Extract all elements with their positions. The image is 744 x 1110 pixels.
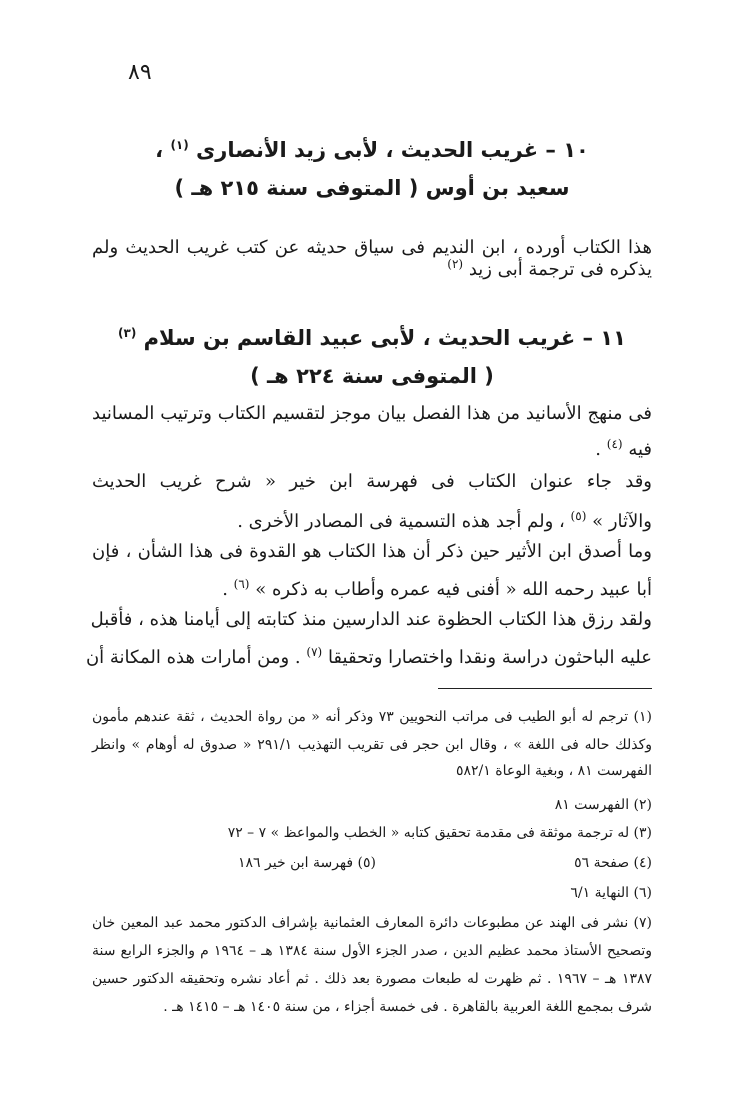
section-11-heading	[60, 314, 684, 395]
footnote-4: (٤) صفحة ٥٦	[574, 855, 652, 871]
section-11-paragraph-1-line-1: فى منهج الأسانيد من هذا الفصل بيان موجز لتقسيم الكتاب وترتيب المسانيد	[92, 403, 652, 424]
section-11-title: ١١ – غريب الحديث ، لأبى عبيد القاسم بن سلام $^{(٣)}$	[118, 326, 626, 350]
section-10-heading	[60, 126, 684, 207]
section-10-paragraph-line-2: يذكره فى ترجمة أبى زيد $^{(٢)}$	[447, 257, 652, 280]
footnote-7-line-3: ١٣٨٧ هـ – ١٩٦٧ . ثم ظهرت له طبعات مصورة بعد ذلك . ثم أعاد نشره وتحقيقه الدكتور حسين	[92, 971, 653, 987]
section-11-paragraph-2-line-1: وقد جاء عنوان الكتاب فى فهرسة ابن خير « شرح غريب الحديث	[92, 471, 652, 492]
footnote-ref-6: (٦)	[233, 577, 250, 591]
footnote-6: (٦) النهاية ٦/١	[570, 885, 652, 901]
footnote-1-line-3: الفهرست ٨١ ، وبغية الوعاة ٥٨٢/١	[456, 763, 652, 779]
page-number: ٨٩	[128, 60, 152, 85]
footnote-1-line-1: (١) ترجم له أبو الطيب فى مراتب النحويين ٧٣ وذكر أنه « من رواة الحديث ، ثقة عندهم مأمون	[92, 709, 652, 725]
footnote-7-line-4: شرف بمجمع اللغة العربية بالقاهرة . فى خمسة أجزاء ، من سنة ١٤٠٥ هـ – ١٤١٥ هـ .	[163, 999, 652, 1015]
section-11-paragraph-4-line-1: ولقد رزق هذا الكتاب الحظوة عند الدارسين منذ كتابته إلى أيامنا هذه ، فأقبل	[90, 609, 652, 630]
section-11-paragraph-3-line-2: أبا عبيد رحمه الله « أفنى فيه عمره وأطاب به ذكره » $^{(٦)}$ .	[222, 577, 652, 600]
footnote-separator	[438, 688, 652, 689]
footnote-ref-7: (٧)	[306, 645, 323, 659]
footnote-ref-4: (٤)	[606, 437, 623, 451]
section-11-subtitle: ( المتوفى سنة ٢٢٤ هـ )	[250, 364, 494, 388]
footnote-5: (٥) فهرسة ابن خير ١٨٦	[238, 855, 376, 871]
section-10-subtitle: سعيد بن أوس ( المتوفى سنة ٢١٥ هـ )	[174, 176, 570, 200]
footnote-1-line-2: وكذلك حاله فى اللغة » ، وقال ابن حجر فى تقريب التهذيب ٢٩١/١ « صدوق له أوهام » وانظر	[92, 737, 653, 753]
footnote-ref-1: (١)	[170, 138, 189, 152]
section-11-paragraph-3-line-1: وما أصدق ابن الأثير حين ذكر أن هذا الكتاب هو القدوة فى هذا الشأن ، فإن	[92, 541, 652, 562]
footnote-3: (٣) له ترجمة موثقة فى مقدمة تحقيق كتابه « الخطب والمواعظ » ٧ – ٧٢	[227, 825, 652, 841]
footnote-ref-5: (٥)	[570, 509, 587, 523]
section-11-paragraph-4-line-2: عليه الباحثون دراسة ونقدا واختصارا وتحقيقا $^{(٧)}$ . ومن أمارات هذه المكانة أن	[85, 645, 652, 668]
footnote-2: (٢) الفهرست ٨١	[554, 797, 652, 813]
section-10-paragraph-line: هذا الكتاب أورده ، ابن النديم فى سياق حديثه عن كتب غريب الحديث ولم	[92, 237, 652, 258]
section-11-paragraph-1-line-2: فيه $^{(٤)}$ .	[595, 437, 652, 460]
section-11-paragraph-2-line-2: والآثار » $^{(٥)}$ ، ولم أجد هذه التسمية فى المصادر الأخرى .	[237, 509, 652, 532]
section-10-title: ١٠ – غريب الحديث ، لأبى زيد الأنصارى $^{(١)}$ ،	[155, 138, 589, 162]
footnote-7-line-1: (٧) نشر فى الهند عن مطبوعات دائرة المعارف العثمانية بإشراف الدكتور محمد عبد المعين خان	[92, 915, 652, 931]
footnote-ref-2: (٢)	[447, 257, 464, 271]
footnote-7-line-2: وتصحيح الأستاذ محمد عظيم الدين ، صدر الجزء الأول سنة ١٣٨٤ هـ – ١٩٦٤ م والجزء الرابع سنة	[92, 943, 653, 959]
footnote-ref-3: (٣)	[118, 326, 137, 340]
